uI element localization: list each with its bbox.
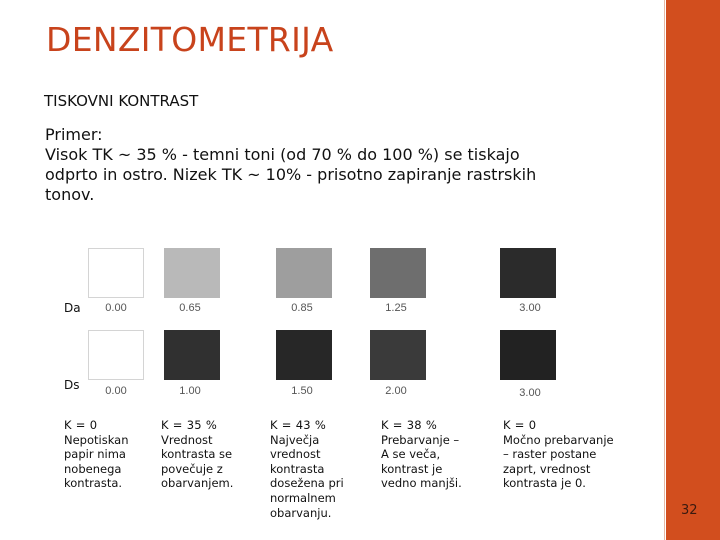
column-line: nobenega [64, 461, 122, 476]
swatch-da-4 [500, 248, 556, 298]
column-line: dosežena pri [270, 476, 344, 491]
column-k35 [161, 418, 233, 491]
row-label-da: Da [64, 301, 81, 315]
swatch-value: 3.00 [519, 387, 541, 399]
swatch-da-1 [164, 248, 220, 298]
column-line: Vrednost [161, 432, 213, 447]
column-line: kontrast je [381, 461, 443, 476]
column-line: papir nima [64, 447, 126, 462]
column-head: K = 43 % [270, 418, 327, 432]
column-k43 [270, 418, 344, 520]
column-k0-overprint [503, 418, 614, 491]
swatch-value: 0.65 [179, 302, 201, 314]
swatch-da-3 [370, 248, 426, 298]
column-line: zaprt, vrednost [503, 461, 591, 476]
column-line: obarvanju. [270, 505, 332, 520]
swatch-ds-4 [500, 330, 556, 380]
column-line: obarvanjem. [161, 476, 234, 491]
column-line: povečuje z [161, 461, 223, 476]
swatch-value: 0.00 [105, 302, 127, 314]
swatch-value: 1.50 [291, 385, 313, 397]
column-k38 [381, 418, 462, 491]
swatch-value: 1.00 [179, 385, 201, 397]
column-line: – raster postane [503, 447, 597, 462]
column-line: normalnem [270, 490, 336, 505]
density-scan-image [62, 240, 562, 406]
slide-subtitle: TISKOVNI KONTRAST [44, 92, 199, 110]
column-head: K = 0 [64, 418, 98, 432]
slide-title: DENZITOMETRIJA [46, 20, 334, 59]
swatch-da-0 [88, 248, 144, 298]
swatch-value: 2.00 [385, 385, 407, 397]
swatch-value: 1.25 [385, 302, 407, 314]
column-line: Nepotiskan [64, 432, 129, 447]
column-head: K = 38 % [381, 418, 438, 432]
column-k0 [64, 418, 129, 491]
column-line: kontrasta. [64, 476, 123, 491]
swatch-da-2 [276, 248, 332, 298]
swatch-ds-1 [164, 330, 220, 380]
swatch-value: 0.00 [105, 385, 127, 397]
swatch-value: 3.00 [519, 302, 541, 314]
swatch-ds-0 [88, 330, 144, 380]
body-line: odprto in ostro. Nizek TK ~ 10% - prisotno zapiranje rastrskih [45, 165, 537, 184]
column-head: K = 35 % [161, 418, 218, 432]
swatch-ds-3 [370, 330, 426, 380]
body-line: tonov. [45, 185, 95, 204]
column-head: K = 0 [503, 418, 537, 432]
accent-sidebar [666, 0, 720, 540]
column-line: vedno manjši. [381, 476, 462, 491]
sidebar-divider [664, 0, 665, 540]
page-number: 32 [681, 503, 698, 518]
body-line: Primer: [45, 125, 103, 144]
column-line: vrednost [270, 447, 321, 462]
body-text [45, 125, 635, 205]
body-line: Visok TK ~ 35 % - temni toni (od 70 % do 100 %) se tiskajo [45, 145, 520, 164]
swatch-ds-2 [276, 330, 332, 380]
column-line: A se veča, [381, 447, 441, 462]
column-line: Prebarvanje – [381, 432, 460, 447]
column-line: kontrasta je 0. [503, 476, 586, 491]
swatch-value: 0.85 [291, 302, 313, 314]
column-line: kontrasta se [161, 447, 233, 462]
row-label-ds: Ds [64, 378, 80, 392]
column-line: kontrasta [270, 461, 325, 476]
column-line: Močno prebarvanje [503, 432, 614, 447]
column-line: Največja [270, 432, 320, 447]
